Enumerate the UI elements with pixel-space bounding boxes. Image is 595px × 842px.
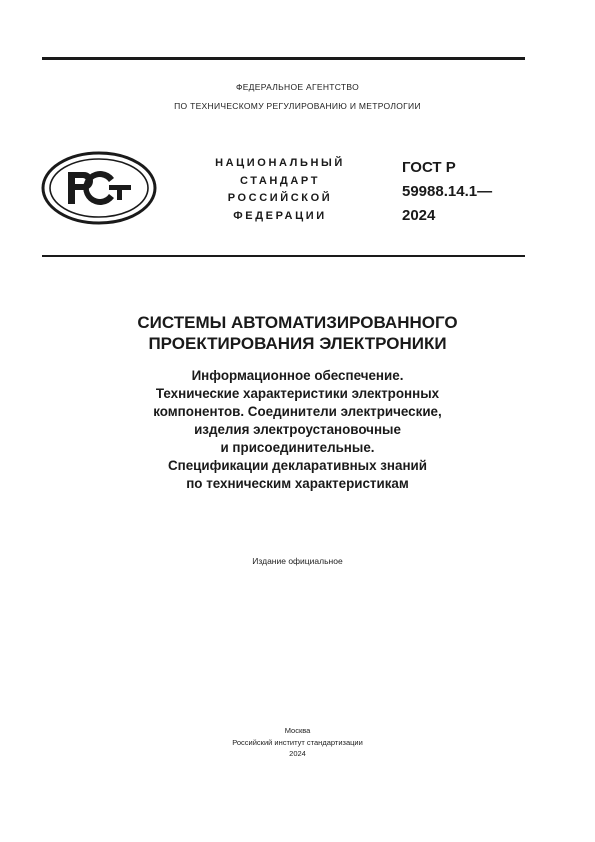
subtitle-line: Спецификации декларативных знаний: [167, 458, 428, 473]
document-subtitle: [0, 367, 595, 493]
subtitle-line: и присоединительные.: [220, 440, 375, 455]
imprint-publisher: Российский институт стандартизации: [232, 737, 363, 747]
agency-name-line-1: ФЕДЕРАЛЬНОЕ АГЕНТСТВО: [235, 82, 360, 92]
standard-type-line: ФЕДЕРАЦИИ: [233, 209, 327, 222]
subtitle-line: изделия электроустановочные: [194, 422, 401, 437]
official-edition-note: Издание официальное: [252, 556, 343, 566]
designation-line: 59988.14.1—: [402, 183, 493, 200]
imprint-city: Москва: [284, 726, 311, 735]
designation-line: ГОСТ Р: [402, 159, 456, 176]
subtitle-line: Информационное обеспечение.: [191, 368, 404, 383]
agency-name-line-2: ПО ТЕХНИЧЕСКОМУ РЕГУЛИРОВАНИЮ И МЕТРОЛОГИИ: [174, 101, 421, 111]
title-line: ПРОЕКТИРОВАНИЯ ЭЛЕКТРОНИКИ: [148, 334, 447, 353]
publisher-imprint: [0, 725, 595, 760]
standard-type-block: [190, 155, 370, 225]
middle-rule: [42, 255, 525, 257]
standard-type-line: СТАНДАРТ: [239, 174, 321, 187]
title-line: СИСТЕМЫ АВТОМАТИЗИРОВАННОГО: [137, 313, 458, 332]
subtitle-line: по техническим характеристикам: [186, 476, 409, 491]
subtitle-line: Технические характеристики электронных: [155, 386, 440, 401]
subtitle-line: компонентов. Соединители электрические,: [153, 404, 442, 419]
rst-certification-mark-icon: [40, 150, 158, 226]
document-title: [0, 312, 595, 354]
designation-line: 2024: [402, 207, 436, 224]
imprint-year: 2024: [289, 749, 306, 758]
top-rule: [42, 57, 525, 60]
standard-type-line: РОССИЙСКОЙ: [227, 192, 333, 204]
standard-designation: [402, 156, 492, 228]
standard-type-line: НАЦИОНАЛЬНЫЙ: [215, 157, 345, 169]
